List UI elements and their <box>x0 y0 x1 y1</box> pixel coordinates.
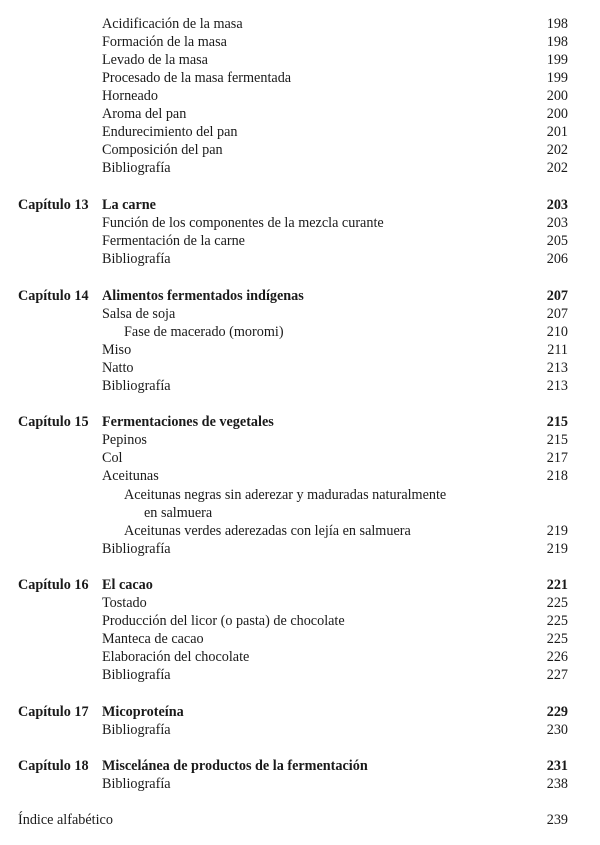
chapter-page: 231 <box>546 758 568 774</box>
toc-entry-text: Producción del licor (o pasta) de chocolate <box>102 613 345 629</box>
chapter-page: 215 <box>546 414 568 430</box>
index-text: Índice alfabético <box>18 812 113 828</box>
toc-entry-text: Aceitunas <box>102 468 159 484</box>
toc-entry-page: 225 <box>546 631 568 647</box>
toc-entry-page: 225 <box>546 613 568 629</box>
toc-entry-text: Función de los componentes de la mezcla curante <box>102 215 384 231</box>
toc-entry-text: Bibliografía <box>102 722 171 738</box>
toc-entry-text: Elaboración del chocolate <box>102 649 250 665</box>
toc-subentry-text: Aceitunas verdes aderezadas con lejía en salmuera <box>124 523 411 539</box>
toc-entry-text: Bibliografía <box>102 378 171 394</box>
toc-entry-page: 206 <box>546 251 568 267</box>
toc-entry-page: 211 <box>547 342 568 358</box>
toc-entry-page: 219 <box>546 541 568 557</box>
toc-entry-page: 213 <box>546 378 568 394</box>
chapter-title: La carne <box>102 197 156 213</box>
chapter-title: El cacao <box>102 577 153 593</box>
chapter-label: Capítulo 16 <box>18 577 89 593</box>
toc-entry-text: Tostado <box>102 595 147 611</box>
toc-entry-text: Salsa de soja <box>102 306 176 322</box>
chapter-label: Capítulo 13 <box>18 197 89 213</box>
toc-subentry-continuation: en salmuera <box>144 505 213 521</box>
toc-entry-text: Composición del pan <box>102 142 223 158</box>
toc-entry-text: Bibliografía <box>102 541 171 557</box>
toc-entry-text: Fermentación de la carne <box>102 233 245 249</box>
toc-entry-text: Formación de la masa <box>102 34 227 50</box>
chapter-label: Capítulo 18 <box>18 758 89 774</box>
chapter-title: Miscelánea de productos de la fermentación <box>102 758 368 774</box>
toc-entry-page: 200 <box>546 106 568 122</box>
index-page: 239 <box>546 812 568 828</box>
toc-entry-page: 207 <box>546 306 568 322</box>
toc-entry-page: 213 <box>546 360 568 376</box>
toc-entry-page: 205 <box>546 233 568 249</box>
toc-entry-page: 226 <box>546 649 568 665</box>
toc-entry-page: 217 <box>546 450 568 466</box>
toc-entry-page: 219 <box>546 523 568 539</box>
toc-entry-page: 202 <box>546 160 568 176</box>
toc-entry-text: Acidificación de la masa <box>102 16 243 32</box>
chapter-page: 207 <box>546 288 568 304</box>
toc-entry-page: 218 <box>546 468 568 484</box>
toc-entry-text: Pepinos <box>102 432 147 448</box>
chapter-label: Capítulo 15 <box>18 414 89 430</box>
toc-entry-text: Col <box>102 450 123 466</box>
toc-entry-page: 225 <box>546 595 568 611</box>
toc-entry-page: 203 <box>546 215 568 231</box>
chapter-page: 229 <box>546 704 568 720</box>
chapter-title: Fermentaciones de vegetales <box>102 414 274 430</box>
toc-entry-page: 199 <box>546 52 568 68</box>
toc-entry-page: 198 <box>546 16 568 32</box>
chapter-title: Alimentos fermentados indígenas <box>102 288 304 304</box>
toc-entry-text: Levado de la masa <box>102 52 208 68</box>
chapter-title: Micoproteína <box>102 704 184 720</box>
toc-entry-page: 227 <box>546 667 568 683</box>
toc-entry-text: Horneado <box>102 88 158 104</box>
toc-entry-text: Bibliografía <box>102 776 171 792</box>
toc-entry-page: 198 <box>546 34 568 50</box>
chapter-page: 203 <box>546 197 568 213</box>
toc-entry-page: 238 <box>546 776 568 792</box>
chapter-label: Capítulo 17 <box>18 704 89 720</box>
toc-entry-page: 210 <box>546 324 568 340</box>
toc-entry-text: Bibliografía <box>102 667 171 683</box>
toc-entry-text: Aroma del pan <box>102 106 187 122</box>
toc-subentry-text: Fase de macerado (moromi) <box>124 324 284 340</box>
toc-entry-page: 230 <box>546 722 568 738</box>
toc-entry-text: Bibliografía <box>102 160 171 176</box>
toc-entry-page: 202 <box>546 142 568 158</box>
toc-entry-page: 199 <box>546 70 568 86</box>
toc-entry-text: Miso <box>102 342 132 358</box>
toc-entry-text: Manteca de cacao <box>102 631 204 647</box>
toc-entry-page: 201 <box>546 124 568 140</box>
toc-subentry-text: Aceitunas negras sin aderezar y maduradas naturalmente <box>124 487 447 503</box>
chapter-label: Capítulo 14 <box>18 288 89 304</box>
toc-entry-page: 215 <box>546 432 568 448</box>
toc-entry-text: Procesado de la masa fermentada <box>102 70 292 86</box>
toc-entry-text: Natto <box>102 360 134 376</box>
toc-entry-text: Endurecimiento del pan <box>102 124 238 140</box>
chapter-page: 221 <box>546 577 568 593</box>
toc-entry-page: 200 <box>546 88 568 104</box>
toc-entry-text: Bibliografía <box>102 251 171 267</box>
